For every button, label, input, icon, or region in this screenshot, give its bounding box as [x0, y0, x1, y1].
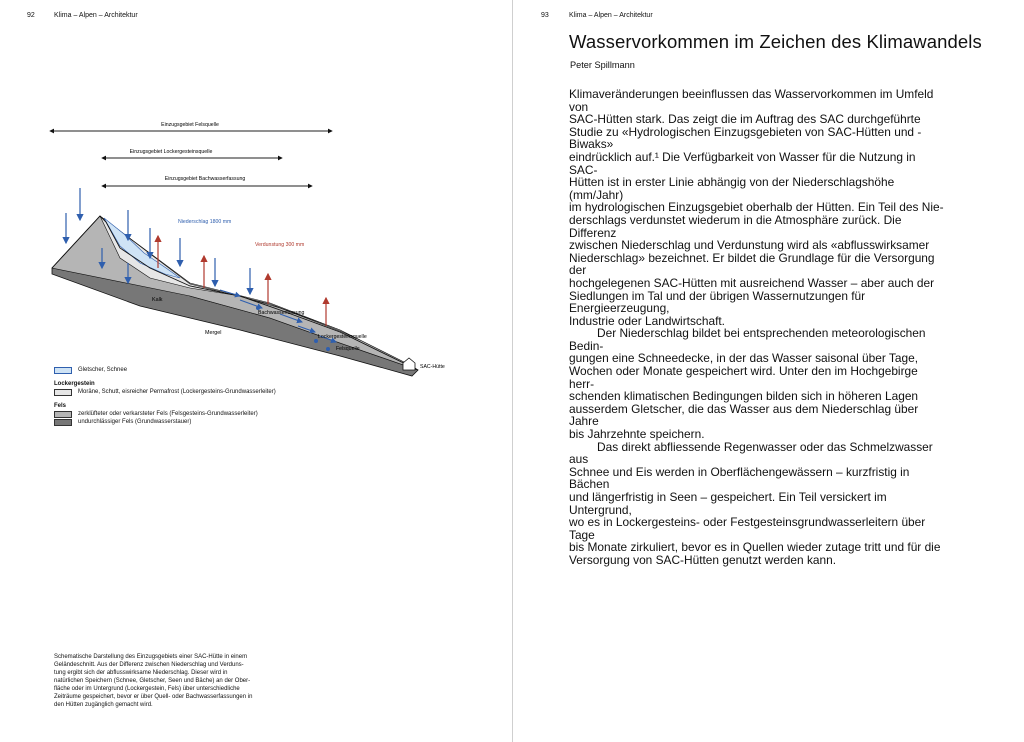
article-author: Peter Spillmann: [570, 60, 635, 70]
legend-moraine-label: Moräne, Schutt, eisreicher Permafrost (Lockergesteins-Grundwasserleiter): [78, 389, 276, 395]
legend-fractured-label: zerklüfteter oder verkarsteter Fels (Felsgesteins-Grundwasserleiter): [78, 411, 258, 417]
page-number-left: 92: [27, 12, 35, 19]
diagram-legend: [54, 366, 354, 426]
fractured-swatch: [54, 411, 72, 418]
legend-locker-heading: Lockergestein: [54, 381, 95, 387]
hut-icon: [403, 358, 415, 370]
legend-fractured: [54, 410, 354, 418]
label-lockerquelle: Lockergesteinsquelle: [318, 334, 367, 340]
legend-glacier-label: Gletscher, Schnee: [78, 367, 128, 373]
span-fels: [50, 122, 332, 131]
legend-glacier: [54, 366, 354, 374]
legend-moraine: [54, 388, 354, 396]
page-number-right: 93: [541, 12, 549, 19]
paragraph-1: Klimaveränderungen beeinflussen das Wasservorkommen im Umfeld von SAC-Hütten stark. Das zeigt die im Auftrag des SAC durchgeführte Studie zu «Hydrologischen Einzugsgebieten von SAC-Hütten und -Biwaks» eindrücklich auf.¹ Die Verfügbarkeit von Wasser für die Nutzung in SAC- Hütten ist in erster Linie abhängig von der Niederschlagshöhe (mm/Jahr) im hydrologischen Einzugsgebiet oberhalb der Hütten. Ein Teil des Nie- derschlags verdunstet wiederum in die Atmosphäre zurück. Die Differenz zwischen Niederschlag und Verdunstung wird als «abflusswirksamer Niederschlag» bezeichnet. Er bildet die Grundlage für die Versorgung der hochgelegenen SAC-Hütten mit ausreichend Wasser – aber auch der Siedlungen im Tal und der übrigen Wassernutzungen für Energieerzeugung, Industrie oder Landwirtschaft.: [569, 87, 944, 328]
paragraph-3: Das direkt abfliessende Regenwasser oder das Schmelzwasser aus Schnee und Eis werden in Oberflächengewässern – kurzfristig in Bächen und längerfristig in Seen – gespeichert. Ein Teil versickert im Untergrund, wo es in Lockergesteins- oder Festgesteinsgrundwasserleitern über Tage bis Monate zirkuliert, bevor es in Quellen wieder zutage tritt und für die Versorgung von SAC-Hütten genutzt werden kann.: [569, 439, 941, 567]
article-body: [569, 88, 944, 567]
glacier-swatch: [54, 367, 72, 374]
figure-caption: Schematische Darstellung des Einzugsgebiets einer SAC-Hütte in einem Geländeschnitt. Aus der Differenz zwischen Niederschlag und Verduns- tung ergibt sich der abflusswirksame Niederschlag. Dieser wird in natürlichen Speichern (Schnee, Gletscher, Seen und Bäche) an der Ober- fläche oder im Untergrund (Lockergestein, Fels) über unterschiedliche Zeiträume gespeichert, bevor er über Quell- oder Bachwasserfassungen in den Hütten zugänglich gemacht wird.: [54, 654, 253, 708]
running-head-left: Klima – Alpen – Architektur: [54, 12, 138, 19]
label-bachfassung: Bachwasserfassung: [258, 310, 305, 316]
span-locker: [102, 149, 282, 158]
label-evaporation: Verdunstung 300 mm: [255, 242, 305, 248]
running-head-right: Klima – Alpen – Architektur: [569, 12, 653, 19]
label-kalk: Kalk: [152, 297, 163, 303]
article-title: Wasservorkommen im Zeichen des Klimawandels: [569, 31, 982, 52]
label-mergel: Mergel: [205, 330, 222, 336]
label-fels-area: Einzugsgebiet Felsquelle: [161, 122, 219, 128]
catchment-diagram: [40, 118, 480, 383]
label-precipitation: Niederschlag 1800 mm: [178, 219, 232, 225]
legend-impermeable: [54, 418, 354, 426]
label-locker-area: Einzugsgebiet Lockergesteinsquelle: [129, 149, 213, 155]
legend-fels-heading: Fels: [54, 403, 67, 409]
legend-impermeable-label: undurchlässiger Fels (Grundwasserstauer): [78, 419, 192, 425]
label-felsquelle: Felsquelle: [336, 346, 360, 352]
impermeable-swatch: [54, 419, 72, 426]
span-bach: [102, 176, 312, 186]
moraine-swatch: [54, 389, 72, 396]
paragraph-2: Der Niederschlag bildet bei entsprechenden meteorologischen Bedin- gungen eine Schneedecke, in der das Wasser saisonal über Tage, Wochen oder Monate gespeichert wird. Unter den im Hochgebirge herr- schenden klimatischen Bedingungen bilden sich in höheren Lagen ausserdem Gletscher, die das Wasser aus dem Niederschlag über Jahre bis Jahrzehnte speichern.: [569, 326, 926, 442]
label-bach-area: Einzugsgebiet Bachwasserfassung: [164, 176, 246, 182]
label-hut: SAC-Hütte: [420, 364, 445, 370]
